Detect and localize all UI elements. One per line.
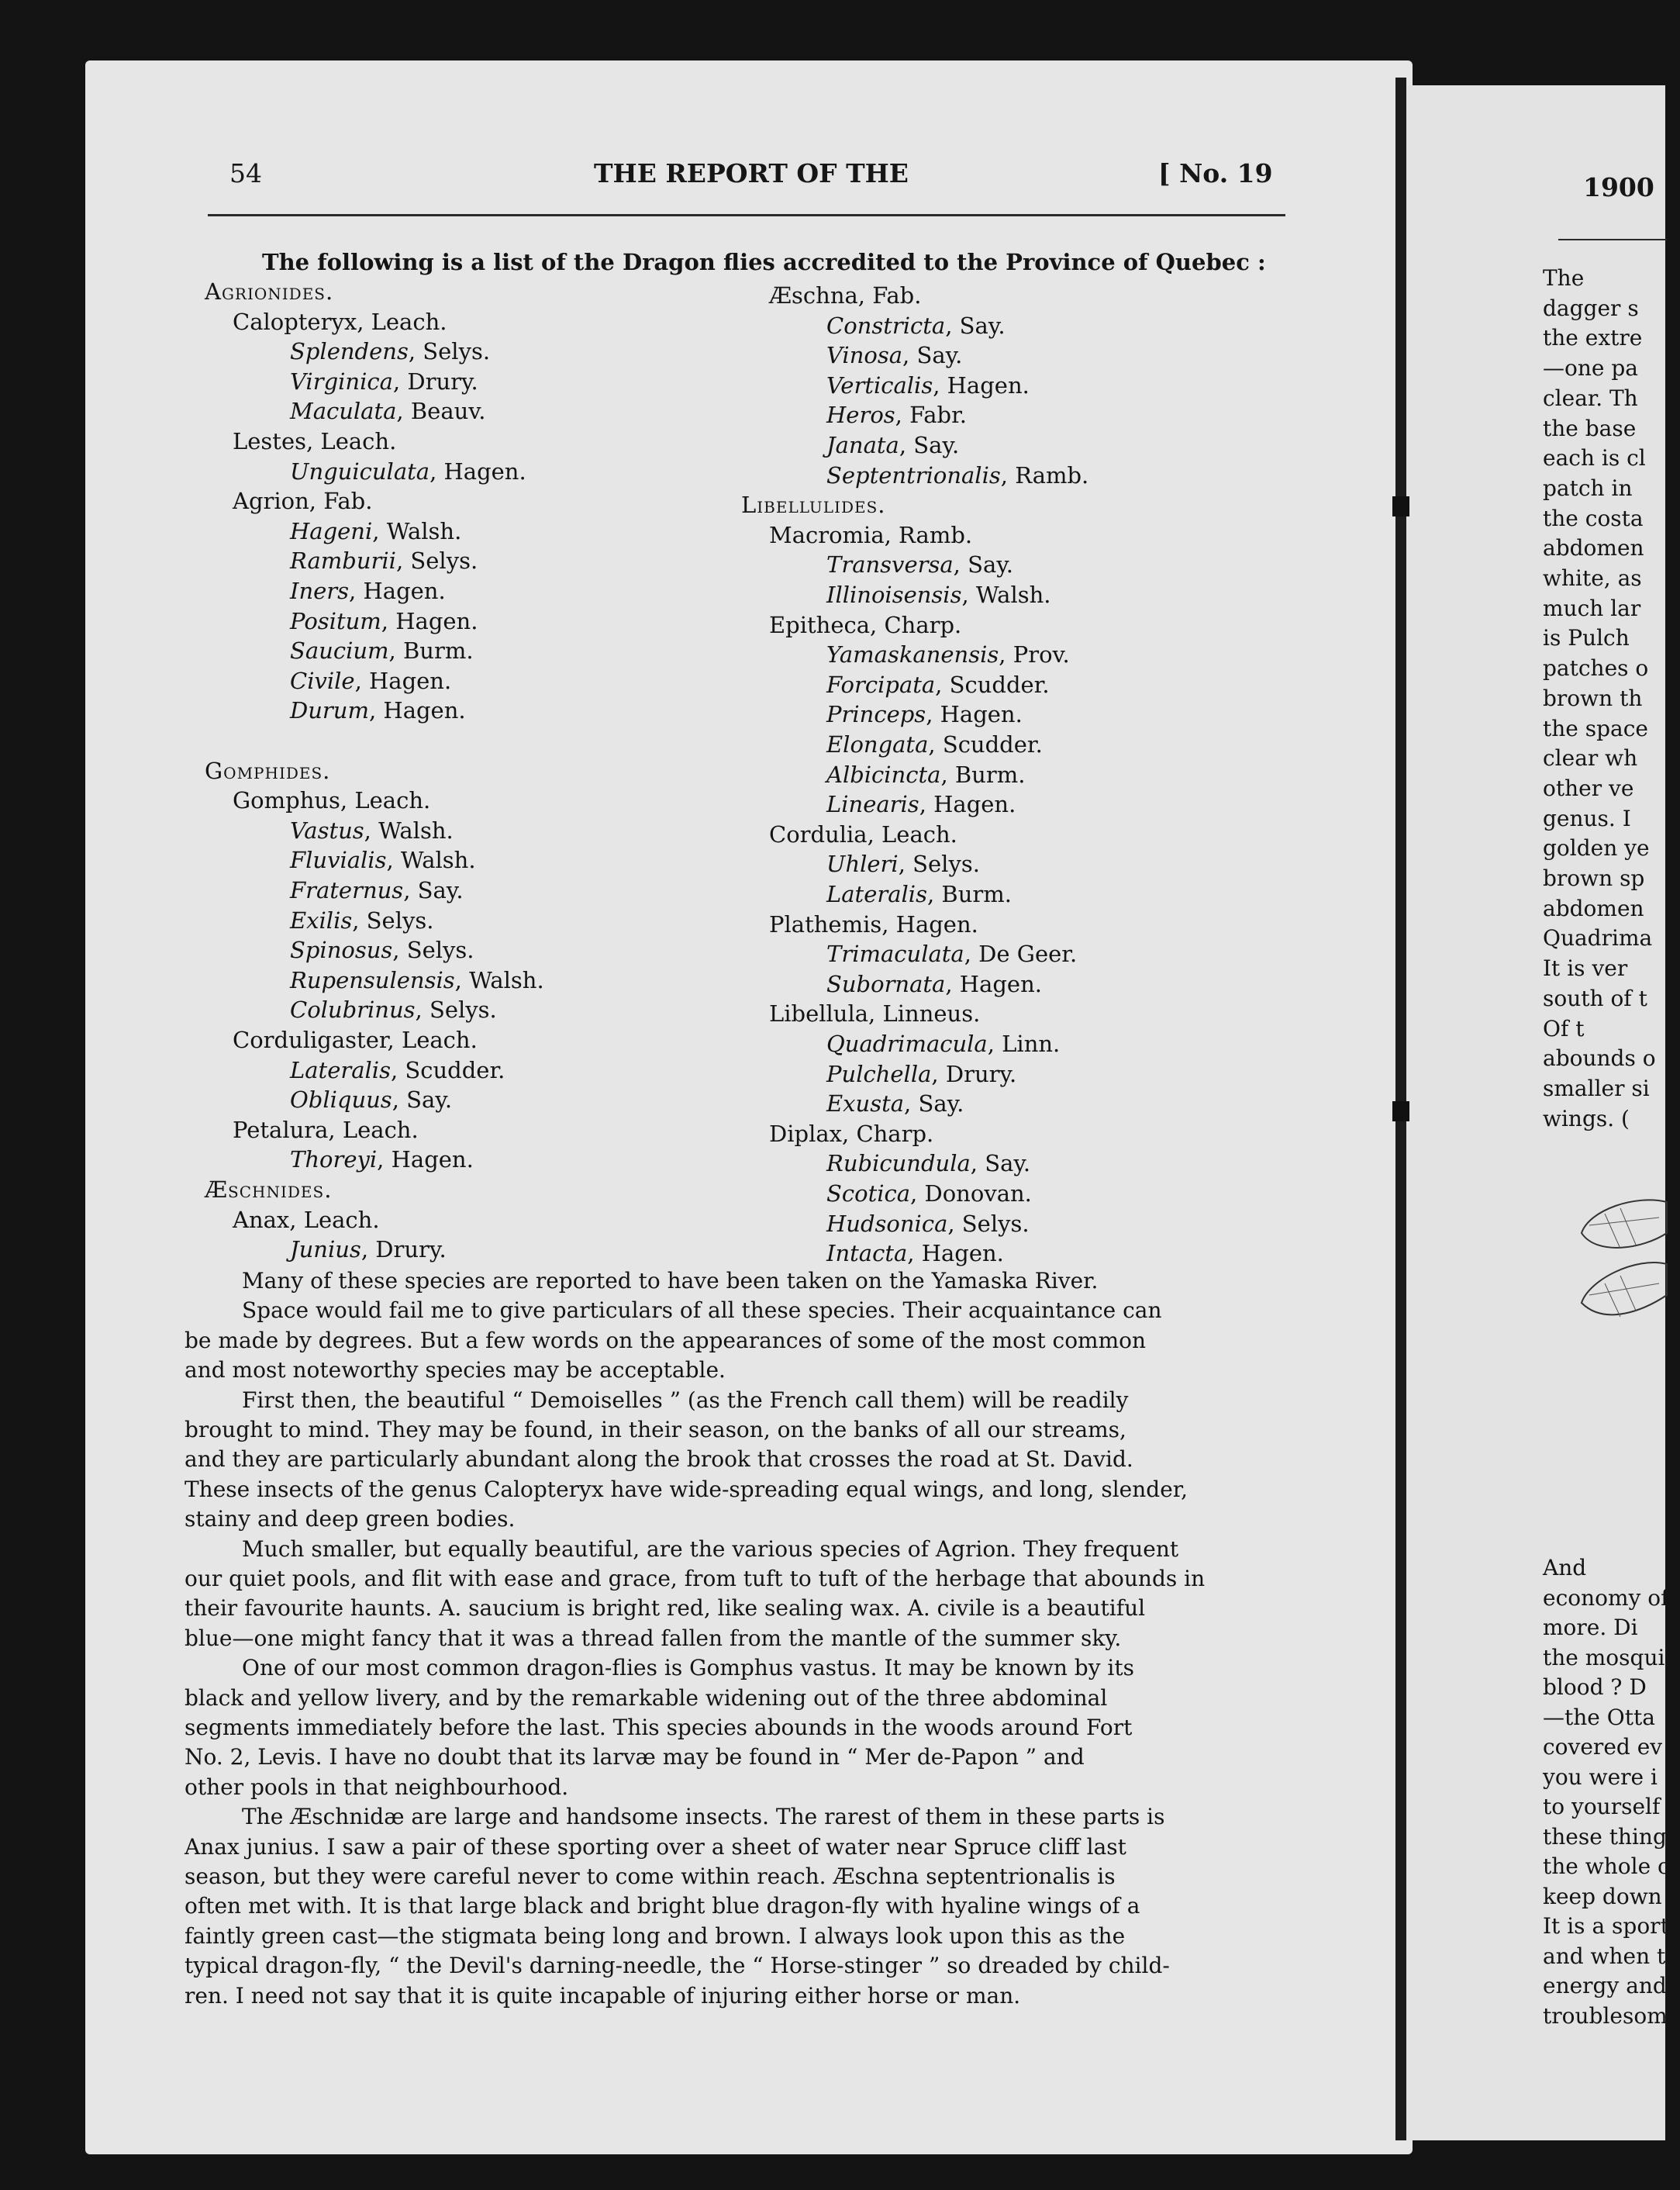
species-author: Hagen. bbox=[947, 371, 1030, 399]
species-entry: Obliquus, Say. bbox=[290, 1086, 453, 1114]
right-page-line: troublesome bbox=[1543, 2002, 1680, 2029]
species-author: Burm. bbox=[954, 761, 1026, 788]
species-name: Thoreyi bbox=[290, 1146, 378, 1173]
body-line: Space would fail me to give particulars of all these species. Their acquaintance can bbox=[242, 1297, 1162, 1324]
species-author: Selys. bbox=[366, 907, 434, 934]
species-author: Hagen. bbox=[363, 578, 446, 604]
species-entry: Splendens, Selys. bbox=[290, 338, 491, 365]
species-author: De Geer. bbox=[978, 941, 1078, 968]
genus-name: Æschna, Fab. bbox=[769, 282, 922, 309]
species-entry: Ramburii, Selys. bbox=[290, 548, 478, 575]
species-entry: Pulchella, Drury. bbox=[826, 1060, 1017, 1087]
species-author: Say. bbox=[916, 342, 963, 369]
species-name: Elongata bbox=[826, 731, 929, 758]
right-page-line: to yourself bbox=[1543, 1794, 1661, 1819]
body-line: segments immediately before the last. This species abounds in the woods around Fort bbox=[185, 1715, 1133, 1740]
list-intro: The following is a list of the Dragon flies accredited to the Province of Quebec : bbox=[262, 249, 1266, 275]
species-entry: Civile, Hagen. bbox=[290, 667, 452, 694]
right-page-line: patch in bbox=[1543, 475, 1633, 501]
species-author: Burm. bbox=[941, 881, 1012, 907]
right-page-line: brown th bbox=[1543, 685, 1643, 711]
body-line: blue—one might fancy that it was a thread fallen from the mantle of the summer sky. bbox=[185, 1625, 1122, 1651]
right-page-line: and when t bbox=[1543, 1943, 1666, 1969]
species-entry: Scotica, Donovan. bbox=[826, 1180, 1032, 1207]
species-author: Selys. bbox=[961, 1210, 1030, 1237]
species-entry: Colubrinus, Selys. bbox=[290, 997, 497, 1024]
species-author: Selys. bbox=[429, 997, 497, 1024]
species-author: Hagen. bbox=[940, 701, 1023, 728]
species-author: Donovan. bbox=[924, 1180, 1032, 1207]
species-entry: Illinoisensis, Walsh. bbox=[826, 582, 1051, 608]
report-number: [ No. 19 bbox=[1158, 158, 1273, 188]
species-name: Septentrionalis bbox=[826, 461, 1001, 489]
right-page-line: It is a sport bbox=[1543, 1913, 1669, 1939]
species-author: Scudder. bbox=[405, 1056, 505, 1083]
species-name: Spinosus bbox=[290, 937, 393, 964]
species-author: Say. bbox=[406, 1086, 453, 1114]
species-author: Beauv. bbox=[410, 398, 486, 425]
species-name: Obliquus bbox=[290, 1086, 392, 1114]
species-entry: Vastus, Walsh. bbox=[290, 817, 454, 844]
species-entry: Albicincta, Burm. bbox=[826, 761, 1026, 788]
page-number: 54 bbox=[229, 158, 262, 188]
species-name: Hudsonica bbox=[826, 1210, 948, 1237]
header-rule bbox=[208, 214, 1285, 216]
genus-name: Libellula, Linneus. bbox=[769, 1000, 981, 1028]
right-page-line: smaller si bbox=[1543, 1075, 1650, 1101]
right-page-line: energy and bbox=[1543, 1973, 1667, 1998]
species-name: Yamaskanensis bbox=[826, 641, 999, 668]
species-name: Subornata bbox=[826, 970, 946, 997]
species-name: Saucium bbox=[290, 637, 389, 665]
body-line: and they are particularly abundant along the brook that crosses the road at St. David. bbox=[185, 1446, 1133, 1473]
species-name: Unguiculata bbox=[290, 458, 430, 485]
body-line: and most noteworthy species may be acceptable. bbox=[185, 1357, 726, 1383]
species-author: Say. bbox=[985, 1150, 1031, 1177]
species-name: Albicincta bbox=[826, 761, 941, 788]
body-line: black and yellow livery, and by the remarkable widening out of the three abdominal bbox=[185, 1684, 1108, 1711]
family-heading: Libellulides. bbox=[741, 492, 886, 519]
right-page-line: The bbox=[1543, 265, 1585, 291]
right-page-line: covered ev bbox=[1543, 1734, 1663, 1760]
species-name: Janata bbox=[826, 432, 899, 458]
species-entry: Trimaculata, De Geer. bbox=[826, 941, 1078, 968]
species-entry: Fraternus, Say. bbox=[290, 877, 464, 903]
species-name: Positum bbox=[290, 607, 381, 634]
species-entry: Intacta, Hagen. bbox=[826, 1240, 1004, 1267]
species-author: Walsh. bbox=[975, 582, 1051, 608]
right-page-line: golden ye bbox=[1543, 835, 1650, 862]
body-line: First then, the beautiful “ Demoiselles ” (as the French call them) will be readily bbox=[242, 1387, 1129, 1413]
species-author: Burm. bbox=[402, 637, 474, 665]
right-page-line: genus. I bbox=[1543, 805, 1631, 831]
genus-name: Diplax, Charp. bbox=[769, 1120, 934, 1147]
species-author: Hagen. bbox=[383, 697, 466, 724]
species-entry: Spinosus, Selys. bbox=[290, 937, 474, 964]
right-page-line: It is ver bbox=[1543, 955, 1628, 982]
running-title: THE REPORT OF THE bbox=[594, 158, 909, 188]
right-page-line: Quadrima bbox=[1543, 925, 1653, 952]
species-entry: Positum, Hagen. bbox=[290, 607, 478, 634]
right-page-line: the mosqui bbox=[1543, 1644, 1665, 1670]
species-entry: Fluvialis, Walsh. bbox=[290, 847, 476, 874]
species-name: Linearis bbox=[826, 791, 919, 818]
species-entry: Exusta, Say. bbox=[826, 1090, 964, 1117]
species-author: Selys. bbox=[912, 851, 980, 878]
species-author: Selys. bbox=[406, 937, 474, 964]
species-name: Trimaculata bbox=[826, 941, 964, 968]
species-entry: Unguiculata, Hagen. bbox=[290, 458, 526, 485]
species-name: Illinoisensis bbox=[826, 582, 962, 608]
species-author: Linn. bbox=[1002, 1031, 1061, 1057]
species-name: Civile bbox=[290, 667, 355, 694]
body-line: The Æschnidæ are large and handsome insects. The rarest of them in these parts is bbox=[242, 1804, 1165, 1830]
body-line: season, but they were careful never to come within reach. Æschna septentrionalis is bbox=[185, 1864, 1116, 1889]
right-page-line: —one pa bbox=[1543, 355, 1638, 382]
species-author: Drury. bbox=[945, 1060, 1017, 1087]
genus-name: Lestes, Leach. bbox=[233, 428, 397, 454]
species-author: Selys. bbox=[410, 548, 478, 575]
body-line: be made by degrees. But a few words on the appearances of some of the most common bbox=[185, 1327, 1147, 1353]
dragonfly-illustration bbox=[1574, 1187, 1667, 1357]
right-page-line: clear. Th bbox=[1543, 385, 1638, 411]
species-name: Heros bbox=[826, 402, 895, 429]
species-entry: Uhleri, Selys. bbox=[826, 851, 980, 878]
species-entry: Hudsonica, Selys. bbox=[826, 1210, 1030, 1237]
species-author: Say. bbox=[959, 312, 1006, 339]
right-page-line: Of t bbox=[1543, 1015, 1585, 1041]
species-entry: Princeps, Hagen. bbox=[826, 701, 1023, 728]
species-author: Walsh. bbox=[469, 966, 544, 993]
species-entry: Iners, Hagen. bbox=[290, 578, 446, 604]
species-author: Hagen. bbox=[443, 458, 526, 485]
species-entry: Quadrimacula, Linn. bbox=[826, 1031, 1061, 1057]
right-header-rule bbox=[1558, 239, 1667, 240]
body-line: often met with. It is that large black and bright blue dragon-fly with hyaline wings of a bbox=[185, 1893, 1140, 1919]
species-name: Vastus bbox=[290, 817, 364, 844]
genus-name: Corduligaster, Leach. bbox=[233, 1027, 478, 1053]
species-author: Drury. bbox=[375, 1236, 447, 1263]
species-entry: Durum, Hagen. bbox=[290, 697, 466, 724]
species-author: Hagen. bbox=[391, 1146, 474, 1173]
species-name: Fraternus bbox=[290, 877, 404, 903]
species-entry: Heros, Fabr. bbox=[826, 402, 968, 429]
species-name: Forcipata bbox=[826, 671, 936, 698]
spine-binding-mark bbox=[1392, 496, 1409, 516]
species-author: Ramb. bbox=[1015, 461, 1089, 489]
species-entry: Exilis, Selys. bbox=[290, 907, 434, 934]
body-line: brought to mind. They may be found, in their season, on the banks of all our streams, bbox=[185, 1417, 1126, 1442]
species-name: Ramburii bbox=[290, 548, 396, 575]
species-entry: Subornata, Hagen. bbox=[826, 970, 1042, 997]
species-name: Splendens bbox=[290, 338, 409, 365]
species-name: Lateralis bbox=[290, 1056, 391, 1083]
genus-name: Gomphus, Leach. bbox=[233, 787, 431, 814]
right-page-line: the costa bbox=[1543, 505, 1644, 531]
body-line: Much smaller, but equally beautiful, are the various species of Agrion. They frequent bbox=[242, 1535, 1179, 1562]
species-author: Hagen. bbox=[395, 607, 478, 634]
species-entry: Hageni, Walsh. bbox=[290, 517, 462, 544]
species-author: Prov. bbox=[1012, 641, 1070, 668]
species-author: Walsh. bbox=[386, 517, 462, 544]
species-entry: Rubicundula, Say. bbox=[826, 1150, 1031, 1177]
genus-name: Plathemis, Hagen. bbox=[769, 910, 978, 938]
species-name: Exilis bbox=[290, 907, 353, 934]
species-entry: Septentrionalis, Ramb. bbox=[826, 461, 1089, 489]
right-page-line: the base bbox=[1543, 415, 1637, 441]
species-author: Say. bbox=[417, 877, 464, 903]
right-page-line: patches o bbox=[1543, 655, 1649, 682]
species-author: Drury. bbox=[407, 368, 478, 395]
species-name: Junius bbox=[290, 1236, 361, 1263]
right-page-line: brown sp bbox=[1543, 865, 1645, 891]
body-line: typical dragon-fly, “ the Devil's darning-needle, the “ Horse-stinger ” so dreaded by child- bbox=[185, 1953, 1170, 1979]
right-page-line: much lar bbox=[1543, 595, 1641, 621]
species-entry: Virginica, Drury. bbox=[290, 368, 478, 395]
species-name: Princeps bbox=[826, 701, 926, 728]
species-name: Intacta bbox=[826, 1240, 908, 1267]
species-entry: Junius, Drury. bbox=[290, 1236, 447, 1263]
species-author: Say. bbox=[918, 1090, 964, 1117]
family-heading: Æschnides. bbox=[205, 1176, 333, 1203]
species-name: Verticalis bbox=[826, 371, 933, 399]
family-heading: Agrionides. bbox=[205, 278, 334, 305]
species-entry: Linearis, Hagen. bbox=[826, 791, 1016, 818]
species-entry: Lateralis, Scudder. bbox=[290, 1056, 505, 1083]
body-line: faintly green cast—the stigmata being long and brown. I always look upon this as the bbox=[185, 1922, 1126, 1949]
right-page-line: white, as bbox=[1543, 565, 1642, 591]
species-author: Fabr. bbox=[909, 402, 968, 429]
species-name: Vinosa bbox=[826, 342, 903, 369]
right-page-line: south of t bbox=[1543, 985, 1647, 1011]
species-name: Rupensulensis bbox=[290, 966, 455, 993]
species-author: Hagen. bbox=[959, 970, 1042, 997]
species-author: Walsh. bbox=[378, 817, 454, 844]
species-name: Lateralis bbox=[826, 881, 927, 907]
species-author: Say. bbox=[913, 432, 960, 458]
species-author: Selys. bbox=[423, 338, 491, 365]
genus-name: Agrion, Fab. bbox=[233, 488, 373, 515]
species-author: Hagen. bbox=[933, 791, 1016, 818]
body-line: One of our most common dragon-flies is Gomphus vastus. It may be known by its bbox=[242, 1655, 1135, 1681]
species-entry: Forcipata, Scudder. bbox=[826, 671, 1050, 698]
species-name: Transversa bbox=[826, 551, 954, 579]
genus-name: Petalura, Leach. bbox=[233, 1116, 419, 1143]
species-name: Quadrimacula bbox=[826, 1031, 988, 1057]
species-entry: Verticalis, Hagen. bbox=[826, 371, 1030, 399]
species-name: Exusta bbox=[826, 1090, 905, 1117]
species-entry: Lateralis, Burm. bbox=[826, 881, 1012, 907]
right-page-line: the whole o bbox=[1543, 1853, 1671, 1879]
body-line: ren. I need not say that it is quite incapable of injuring either horse or man. bbox=[185, 1982, 1021, 2009]
species-author: Scudder. bbox=[942, 731, 1043, 758]
right-page-line: —the Otta bbox=[1543, 1704, 1655, 1730]
species-entry: Thoreyi, Hagen. bbox=[290, 1146, 474, 1173]
body-line: These insects of the genus Calopteryx have wide-spreading equal wings, and long, slender, bbox=[185, 1476, 1188, 1502]
right-page-line: dagger s bbox=[1543, 295, 1639, 321]
right-page-line: the extre bbox=[1543, 325, 1643, 351]
species-name: Pulchella bbox=[826, 1060, 932, 1087]
right-page-line: each is cl bbox=[1543, 445, 1646, 472]
species-name: Scotica bbox=[826, 1180, 911, 1207]
species-author: Walsh. bbox=[400, 847, 476, 874]
species-entry: Transversa, Say. bbox=[826, 551, 1013, 579]
body-line: our quiet pools, and flit with ease and grace, from tuft to tuft of the herbage that abounds in bbox=[185, 1566, 1206, 1591]
right-page-line: these thing bbox=[1543, 1823, 1667, 1850]
right-page-line: clear wh bbox=[1543, 745, 1638, 772]
spine-binding-mark bbox=[1392, 1101, 1409, 1121]
right-page-line: keep down bbox=[1543, 1883, 1662, 1909]
right-page-year: 1900 bbox=[1583, 172, 1654, 202]
species-name: Rubicundula bbox=[826, 1150, 971, 1177]
body-line: other pools in that neighbourhood. bbox=[185, 1774, 569, 1800]
species-name: Fluvialis bbox=[290, 847, 387, 874]
body-line: stainy and deep green bodies. bbox=[185, 1506, 516, 1532]
body-line: No. 2, Levis. I have no doubt that its larvæ may be found in “ Mer de-Papon ” and bbox=[185, 1744, 1085, 1770]
species-entry: Saucium, Burm. bbox=[290, 637, 474, 665]
species-entry: Janata, Say. bbox=[826, 432, 960, 458]
right-page-line: abdomen bbox=[1543, 535, 1644, 561]
species-name: Virginica bbox=[290, 368, 393, 395]
species-name: Durum bbox=[290, 697, 369, 724]
species-entry: Maculata, Beauv. bbox=[290, 398, 486, 425]
species-name: Uhleri bbox=[826, 851, 899, 878]
right-page-line: abdomen bbox=[1543, 895, 1644, 921]
species-entry: Rupensulensis, Walsh. bbox=[290, 966, 544, 993]
species-author: Say. bbox=[968, 551, 1013, 579]
right-page-line: more. Di bbox=[1543, 1615, 1638, 1640]
genus-name: Cordulia, Leach. bbox=[769, 820, 957, 848]
species-name: Colubrinus bbox=[290, 997, 416, 1024]
right-page-line: the space bbox=[1543, 715, 1648, 741]
right-page-line: blood ? D bbox=[1543, 1674, 1647, 1700]
body-line: Anax junius. I saw a pair of these sporting over a sheet of water near Spruce cliff last bbox=[185, 1833, 1126, 1860]
body-line: Many of these species are reported to have been taken on the Yamaska River. bbox=[242, 1268, 1099, 1294]
species-name: Constricta bbox=[826, 312, 946, 339]
species-author: Scudder. bbox=[949, 671, 1050, 698]
body-line: their favourite haunts. A. saucium is bright red, like sealing wax. A. civile is a beautiful bbox=[185, 1595, 1146, 1622]
genus-name: Anax, Leach. bbox=[233, 1206, 380, 1233]
species-entry: Vinosa, Say. bbox=[826, 342, 963, 369]
right-page-line: is Pulch bbox=[1543, 625, 1630, 651]
species-entry: Constricta, Say. bbox=[826, 312, 1006, 339]
species-name: Hageni bbox=[290, 517, 373, 544]
right-page-line: other ve bbox=[1543, 775, 1634, 801]
species-author: Hagen. bbox=[369, 667, 452, 694]
family-heading: Gomphides. bbox=[205, 757, 331, 784]
genus-name: Epitheca, Charp. bbox=[769, 611, 962, 638]
genus-name: Macromia, Ramb. bbox=[769, 521, 973, 548]
right-page-line: you were i bbox=[1543, 1763, 1658, 1790]
species-name: Maculata bbox=[290, 398, 397, 425]
genus-name: Calopteryx, Leach. bbox=[233, 308, 447, 335]
right-page-line: wings. ( bbox=[1543, 1105, 1630, 1131]
species-entry: Yamaskanensis, Prov. bbox=[826, 641, 1070, 668]
right-page-line: abounds o bbox=[1543, 1045, 1656, 1072]
right-page-line: economy of bbox=[1543, 1584, 1669, 1611]
species-entry: Elongata, Scudder. bbox=[826, 731, 1043, 758]
species-author: Hagen. bbox=[921, 1240, 1004, 1267]
species-name: Iners bbox=[290, 578, 350, 604]
right-page-line: And bbox=[1543, 1555, 1587, 1580]
